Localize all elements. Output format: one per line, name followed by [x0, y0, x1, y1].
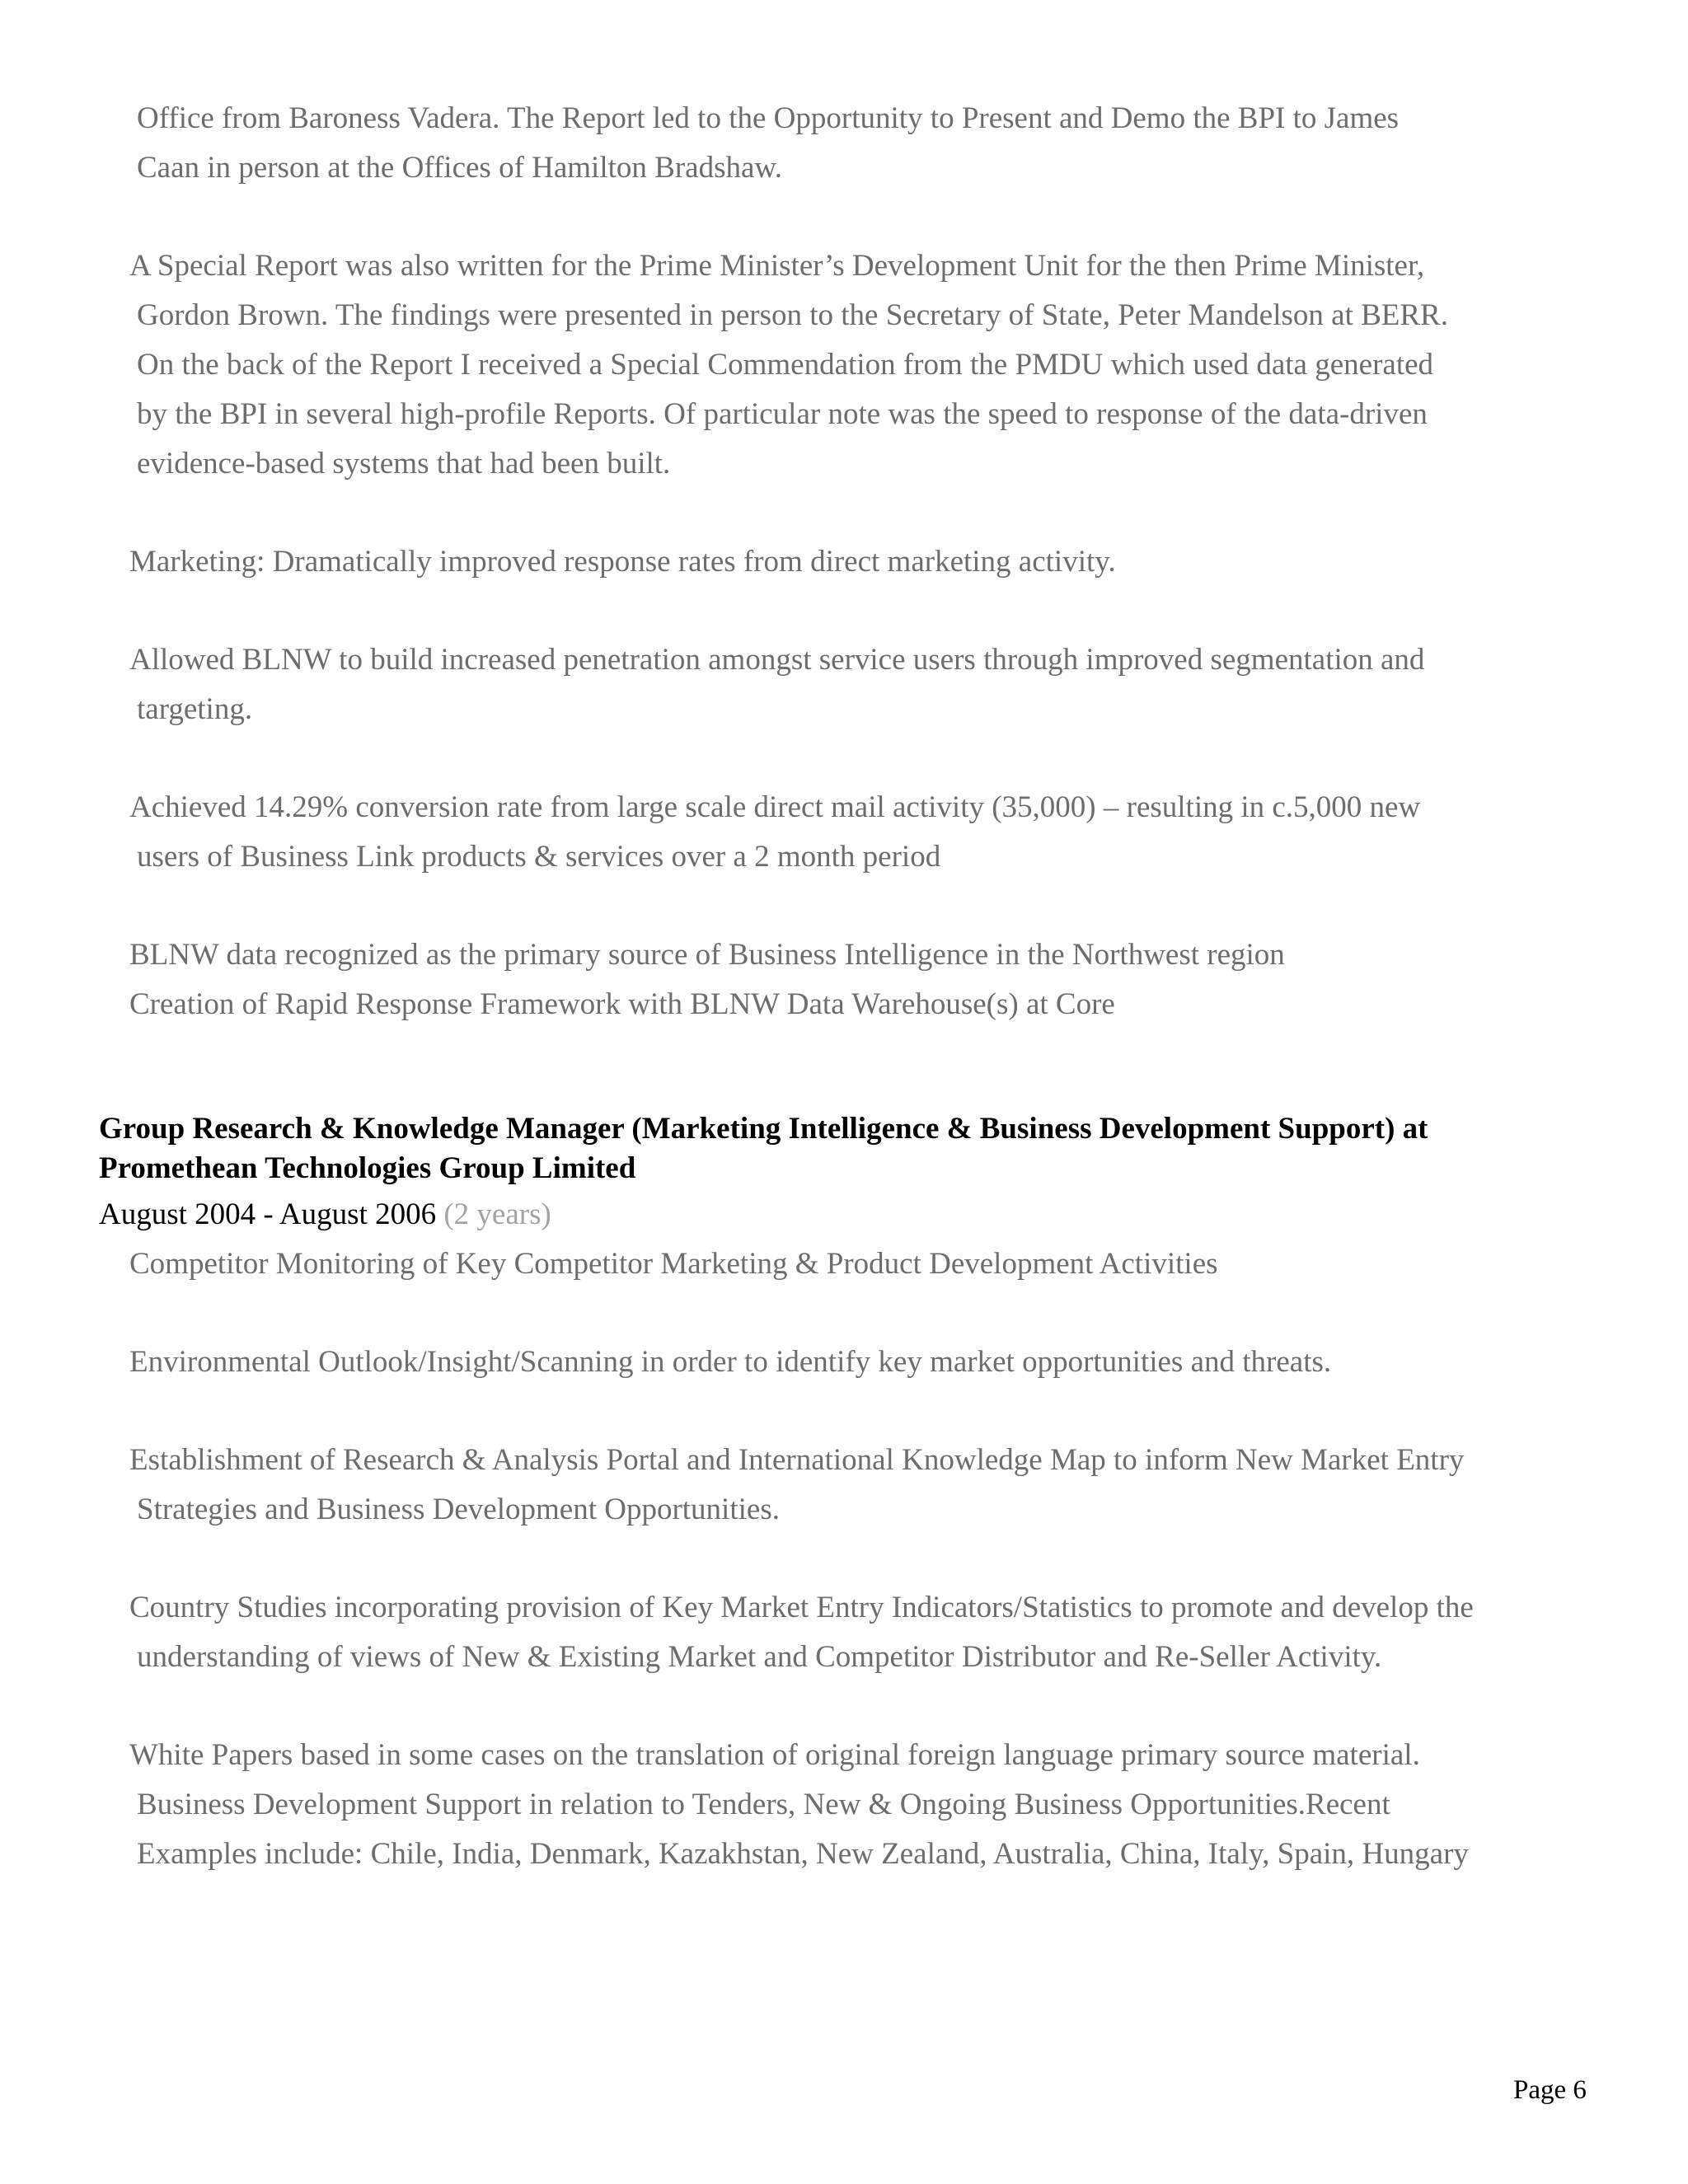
special-report-line-5: evidence-based systems that had been built. — [137, 447, 671, 480]
duty-environmental: Environmental Outlook/Insight/Scanning in order to identify key market opportunities and threats. — [129, 1345, 1332, 1379]
blnw-line-1: BLNW data recognized as the primary source of Business Intelligence in the Northwest region — [129, 938, 1285, 972]
blnw-line-2: Creation of Rapid Response Framework with BLNW Data Warehouse(s) at Core — [129, 987, 1115, 1021]
intro-line-2: Caan in person at the Offices of Hamilton Bradshaw. — [137, 151, 782, 185]
duty-white-papers-line-3: Examples include: Chile, India, Denmark, Kazakhstan, New Zealand, Australia, China, Italy, Spain, Hungary — [137, 1837, 1469, 1871]
conversion-line-1: Achieved 14.29% conversion rate from large scale direct mail activity (35,000) – resulting in c.5,000 new — [129, 790, 1421, 824]
marketing-line: Marketing: Dramatically improved response rates from direct marketing activity. — [129, 545, 1116, 579]
duty-white-papers-line-1: White Papers based in some cases on the translation of original foreign language primary source material. — [129, 1738, 1420, 1772]
duty-portal-line-1: Establishment of Research & Analysis Portal and International Knowledge Map to inform New Market Entry — [129, 1443, 1465, 1477]
duty-white-papers-line-2: Business Development Support in relation to Tenders, New & Ongoing Business Opportunities.Recent — [137, 1788, 1390, 1821]
page-number: Page 6 — [1513, 2075, 1587, 2105]
conversion-line-2: users of Business Link products & services over a 2 month period — [137, 840, 941, 874]
special-report-line-4: by the BPI in several high-profile Reports. Of particular note was the speed to response of the data-driven — [137, 397, 1428, 431]
job-dates: August 2004 - August 2006 — [99, 1197, 437, 1231]
duty-country-line-1: Country Studies incorporating provision of Key Market Entry Indicators/Statistics to promote and develop the — [129, 1591, 1474, 1624]
job-duration: (2 years) — [443, 1197, 551, 1231]
job-dates-line — [99, 1190, 551, 1240]
penetration-line-2: targeting. — [137, 692, 253, 726]
special-report-line-2: Gordon Brown. The findings were presented in person to the Secretary of State, Peter Mandelson at BERR. — [137, 298, 1448, 332]
intro-line-1: Office from Baroness Vadera. The Report led to the Opportunity to Present and Demo the BPI to James — [137, 101, 1400, 135]
job-title-line-2: Promethean Technologies Group Limited — [99, 1151, 636, 1185]
penetration-line-1: Allowed BLNW to build increased penetration amongst service users through improved segmentation and — [129, 643, 1425, 677]
special-report-line-3: On the back of the Report I received a Special Commendation from the PMDU which used data generated — [137, 348, 1434, 382]
duty-portal-line-2: Strategies and Business Development Opportunities. — [137, 1493, 780, 1526]
special-report-line-1: A Special Report was also written for the Prime Minister’s Development Unit for the then Prime Minister, — [129, 249, 1425, 283]
duty-country-line-2: understanding of views of New & Existing Market and Competitor Distributor and Re-Seller Activity. — [137, 1640, 1382, 1674]
duty-competitor: Competitor Monitoring of Key Competitor Marketing & Product Development Activities — [129, 1247, 1218, 1281]
job-title-line-1: Group Research & Knowledge Manager (Marketing Intelligence & Business Development Support) at — [99, 1112, 1428, 1146]
